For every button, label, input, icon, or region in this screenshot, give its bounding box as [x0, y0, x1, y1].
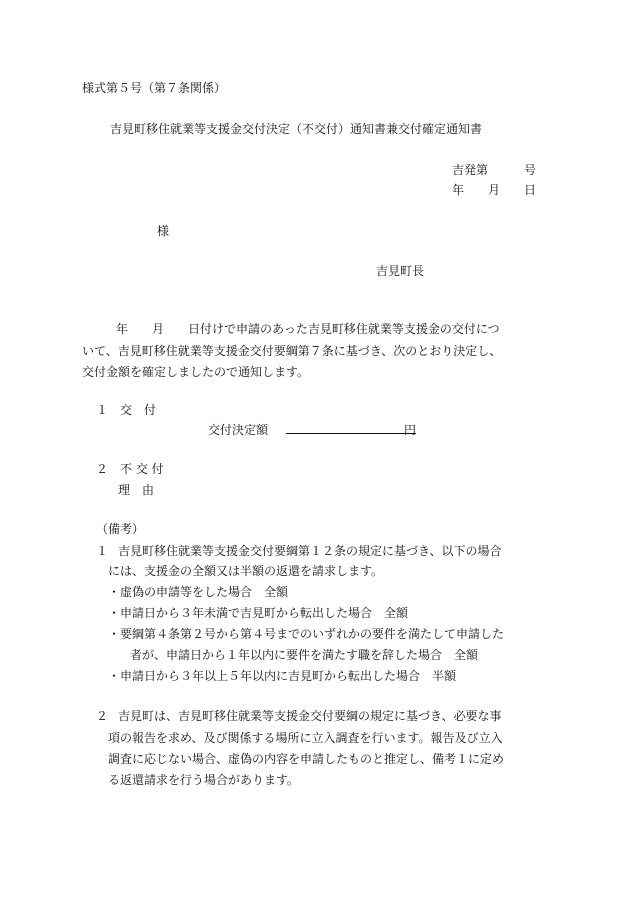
remark-2-number: ２	[96, 709, 109, 723]
remark-2-line-2: 項の報告を求め、及び関係する場所に立入調査を行います。報告及び立入	[108, 731, 503, 745]
remark-2-line-1: 吉見町は、吉見町移住就業等支援金交付要綱の規定に基づき、必要な事	[118, 709, 502, 723]
remark-1-bullet-3-cont: 者が、申請日から１年以内に要件を満たす職を辞した場合 全額	[130, 648, 479, 662]
remark-1-bullet-4: ・申請日から３年以上５年以内に吉見町から転出した場合 半額	[108, 669, 457, 683]
remark-2-line-3: 調査に応じない場合、虚偽の内容を申請したものと推定し、備考１に定め	[108, 752, 505, 766]
amount-blank-line	[286, 433, 416, 434]
body-line-3: 交付金額を確定しましたので通知します。	[82, 365, 310, 379]
recipient-honorific: 様	[157, 224, 170, 238]
issue-date: 年 月 日	[452, 183, 537, 197]
section-2-heading: 不 交 付	[120, 462, 164, 476]
remark-1-number: １	[96, 544, 109, 558]
reason-label: 理 由	[118, 483, 155, 497]
form-number: 様式第５号（第７条関係）	[82, 81, 227, 95]
section-1-heading: 交 付	[120, 403, 157, 417]
section-2-number: ２	[96, 462, 109, 476]
section-1-number: １	[96, 403, 109, 417]
issuer-name: 吉見町長	[376, 264, 425, 278]
remark-1-line-1: 吉見町移住就業等支援金交付要綱第１２条の規定に基づき、以下の場合	[118, 544, 502, 558]
remarks-heading: （備考）	[96, 522, 145, 536]
document-number: 吉発第 号	[452, 163, 537, 177]
remark-2-line-4: る返還請求を行う場合があります。	[108, 773, 300, 787]
amount-label: 交付決定額	[208, 423, 269, 437]
amount-unit: 円	[404, 423, 417, 437]
document-title: 吉見町移住就業等支援金交付決定（不交付）通知書兼交付確定通知書	[110, 122, 483, 136]
remark-1-line-2: には、支援金の全額又は半額の返還を請求します。	[108, 564, 384, 578]
remark-1-bullet-2: ・申請日から３年未満で吉見町から転出した場合 全額	[108, 606, 409, 620]
remark-1-bullet-3: ・要綱第４条第２号から第４号までのいずれかの要件を満たして申請した	[108, 627, 505, 641]
body-line-1: 年 月 日付けで申請のあった吉見町移住就業等支援金の交付につ	[116, 322, 500, 336]
remark-1-bullet-1: ・虚偽の申請等をした場合 全額	[108, 585, 289, 599]
body-line-2: いて、吉見町移住就業等支援金交付要綱第７条に基づき、次のとおり決定し、	[82, 344, 502, 358]
